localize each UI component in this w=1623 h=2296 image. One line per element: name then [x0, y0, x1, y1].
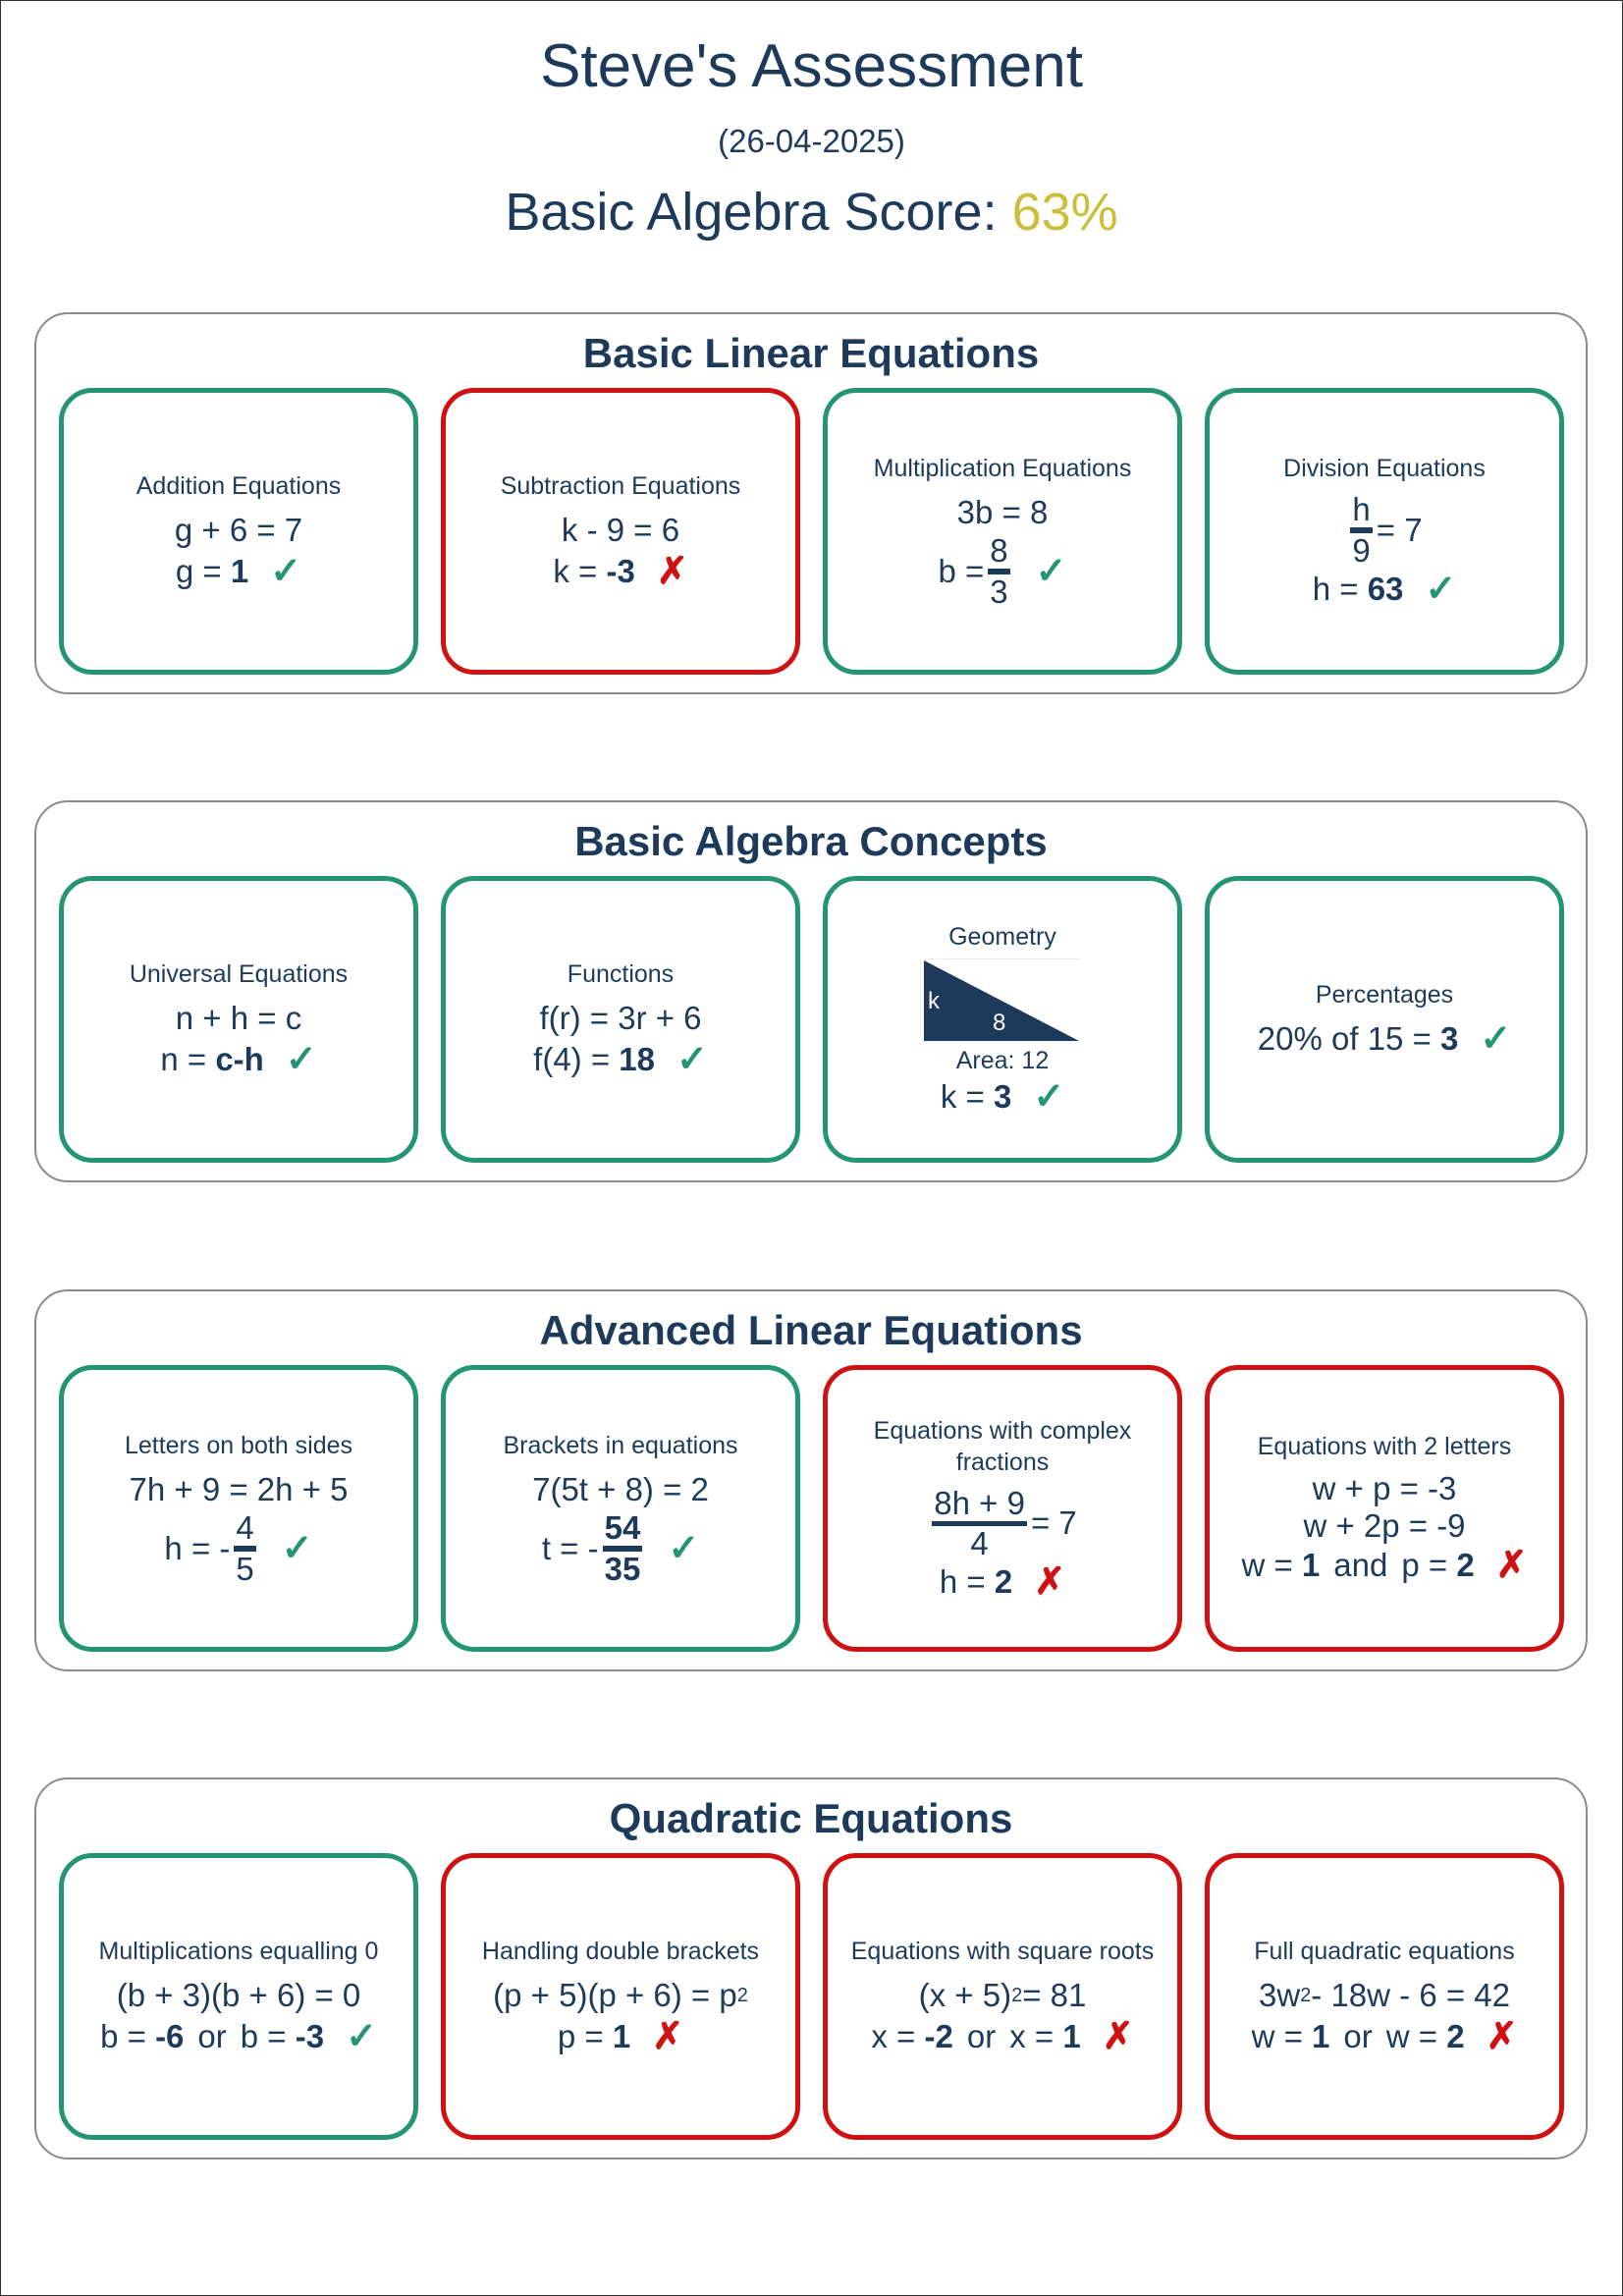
equation: 7h + 9 = 2h + 5	[129, 1471, 349, 1507]
fraction-numerator: 54	[604, 1509, 641, 1546]
answer-value: 1	[612, 2018, 631, 2054]
answer-line	[1313, 569, 1457, 610]
answer-prefix: 20% of 15 =	[1257, 1020, 1432, 1057]
question-label: Division Equations	[1283, 455, 1486, 482]
equation: (p + 5)(p + 6) = p 2	[493, 1975, 748, 2016]
answer-joiner: or	[966, 2018, 997, 2054]
answer-line	[1252, 2016, 1518, 2057]
answer-prefix: g =	[175, 553, 222, 589]
equation-part-b: = 81	[1022, 1977, 1087, 2013]
score-value: 63%	[1011, 183, 1118, 242]
equation-fraction	[932, 1486, 1027, 1561]
check-mark-icon: ✓	[285, 1039, 317, 1080]
answer-prefix: f(4) =	[533, 1041, 611, 1077]
question-label: Equations with square roots	[850, 1938, 1155, 1965]
answer-prefix: b =	[938, 553, 985, 589]
answer-prefix: h =	[939, 1562, 986, 1600]
question-label: Percentages	[1315, 981, 1454, 1009]
question-label: Addition Equations	[135, 472, 342, 500]
check-mark-icon: ✓	[1480, 1018, 1512, 1060]
fraction-denominator: 9	[1352, 532, 1371, 569]
fraction-numerator: h	[1352, 491, 1371, 527]
cross-mark-icon: ✗	[656, 551, 688, 592]
answer-prefix: w =	[1241, 1547, 1293, 1583]
equation: 7(5t + 8) = 2	[532, 1471, 709, 1507]
fraction-denominator: 35	[604, 1551, 641, 1587]
equation-fraction	[1350, 492, 1372, 569]
answer-2-value: 2	[1446, 2018, 1465, 2054]
answer-prefix: h =	[1312, 571, 1359, 607]
answer-prefix: b =	[100, 2018, 146, 2054]
check-mark-icon: ✓	[1035, 551, 1067, 592]
page-title: Steve's Assessment	[540, 32, 1083, 100]
cross-mark-icon: ✗	[1034, 1560, 1066, 1603]
answer-prefix: p =	[557, 2018, 604, 2054]
question-card-letters-on-both-sides	[59, 1365, 418, 1652]
question-label: Subtraction Equations	[500, 472, 741, 500]
equation-part-b: - 18w - 6 = 42	[1311, 1977, 1510, 2013]
score-label: Basic Algebra Score:	[505, 183, 1012, 242]
answer-2-value: -3	[295, 2018, 325, 2054]
question-card-brackets-in-equations	[441, 1365, 800, 1652]
answer-value: 63	[1367, 571, 1404, 607]
section-title: Basic Linear Equations	[582, 330, 1040, 376]
equation	[1346, 492, 1422, 569]
answer-prefix: w =	[1251, 2018, 1303, 2054]
answer-value: 1	[1301, 1547, 1321, 1583]
section-title: Advanced Linear Equations	[539, 1307, 1083, 1353]
question-label: Universal Equations	[129, 960, 349, 988]
answer-2-prefix: p =	[1401, 1547, 1448, 1583]
equation-part-a: (x + 5)	[918, 1977, 1012, 2013]
equation: f(r) = 3r + 6	[539, 1000, 702, 1036]
question-card-multiplications-equalling-0	[59, 1853, 418, 2140]
answer-prefix: h = -	[164, 1530, 231, 1566]
check-mark-icon: ✓	[281, 1528, 313, 1569]
equation-part-a: 3w	[1258, 1977, 1301, 2013]
answer-line	[553, 551, 687, 592]
answer-line	[939, 533, 1067, 610]
answer-2-value: 2	[1456, 1547, 1475, 1583]
cross-mark-icon: ✗	[652, 2016, 684, 2057]
fraction-numerator: 4	[236, 1509, 254, 1546]
question-label: Functions	[567, 960, 675, 988]
answer-line	[176, 551, 301, 592]
answer-prefix: x =	[871, 2018, 916, 2054]
equation-rest: = 7	[1030, 1504, 1077, 1541]
question-card-multiplication-equations	[823, 388, 1182, 675]
question-label: Letters on both sides	[124, 1432, 353, 1459]
triangle-side-8: 8	[993, 1010, 1006, 1036]
check-mark-icon: ✓	[270, 551, 302, 592]
equation: k - 9 = 6	[561, 512, 680, 548]
triangle-area: Area: 12	[955, 1047, 1050, 1074]
answer-value: 3	[993, 1078, 1012, 1115]
question-card-two-letters	[1205, 1365, 1564, 1652]
check-mark-icon: ✓	[676, 1039, 708, 1080]
answer-prefix: k =	[940, 1078, 985, 1115]
cross-mark-icon: ✗	[1102, 2016, 1134, 2057]
answer-line	[941, 1076, 1064, 1118]
equation: 3w 2 - 18w - 6 = 42	[1259, 1975, 1510, 2016]
question-label: Equations with complex fractions	[873, 1416, 1132, 1476]
question-card-complex-fractions	[823, 1365, 1182, 1652]
answer-value: -2	[924, 2018, 953, 2054]
answer-2-prefix: x =	[1009, 2018, 1055, 2054]
triangle-diagram	[924, 958, 1081, 1045]
check-mark-icon: ✓	[346, 2016, 377, 2057]
answer-value: c-h	[215, 1041, 264, 1077]
question-label: Full quadratic equations	[1254, 1938, 1515, 1965]
answer-prefix: k =	[553, 553, 598, 589]
answer-line	[533, 1039, 708, 1080]
equation: (x + 5) 2 = 81	[919, 1975, 1087, 2016]
question-card-addition-equations	[59, 388, 418, 675]
equation: n + h = c	[175, 1000, 302, 1036]
answer-joiner: or	[1343, 2018, 1373, 2054]
answer-line	[940, 1561, 1065, 1603]
answer-fraction	[234, 1510, 255, 1587]
fraction-numerator: 8h + 9	[934, 1484, 1025, 1521]
overall-score	[0, 178, 1623, 246]
fraction-numerator: 8	[990, 532, 1008, 569]
question-card-subtraction-equations	[441, 388, 800, 675]
answer-value: -6	[155, 2018, 185, 2054]
answer-value: 1	[230, 553, 249, 589]
answer-line	[542, 1510, 699, 1587]
answer-prefix: t = -	[541, 1530, 599, 1566]
question-label: Handling double brackets	[481, 1938, 760, 1965]
question-card-percentages	[1205, 876, 1564, 1163]
section-basic-algebra-concepts	[34, 800, 1588, 1182]
answer-prefix: n =	[160, 1041, 207, 1077]
answer-fraction	[988, 533, 1009, 610]
question-card-full-quadratic	[1205, 1853, 1564, 2140]
equation: g + 6 = 7	[174, 512, 303, 548]
question-card-universal-equations	[59, 876, 418, 1163]
section-advanced-linear-equations	[34, 1289, 1588, 1671]
answer-2-value: 1	[1062, 2018, 1081, 2054]
equation: 3b = 8	[956, 494, 1049, 530]
equation-2: w + 2p = -9	[1303, 1507, 1466, 1544]
question-card-functions	[441, 876, 800, 1163]
section-quadratic-equations	[34, 1777, 1588, 2159]
answer-value: 2	[994, 1562, 1013, 1600]
answer-value: 1	[1312, 2018, 1330, 2054]
answer-2-prefix: w =	[1385, 2018, 1438, 2054]
equation	[928, 1486, 1076, 1561]
answer-line	[160, 1039, 316, 1080]
question-card-division-equations	[1205, 388, 1564, 675]
section-title: Quadratic Equations	[609, 1795, 1013, 1841]
question-card-square-roots	[823, 1853, 1182, 2140]
cross-mark-icon: ✗	[1486, 2016, 1518, 2057]
fraction-denominator: 4	[970, 1524, 989, 1561]
fraction-denominator: 3	[990, 574, 1008, 610]
answer-line	[100, 2016, 377, 2057]
answer-value: 18	[619, 1041, 655, 1077]
equation: (b + 3)(b + 6) = 0	[116, 1977, 361, 2013]
check-mark-icon: ✓	[668, 1528, 700, 1569]
answer-fraction	[603, 1510, 643, 1587]
cross-mark-icon: ✗	[1495, 1545, 1528, 1586]
assessment-date: (26-04-2025)	[718, 123, 905, 159]
answer-value: 3	[1440, 1020, 1459, 1057]
answer-value: -3	[606, 553, 635, 589]
section-title: Basic Algebra Concepts	[574, 818, 1048, 864]
equation-main: (p + 5)(p + 6) = p	[493, 1977, 737, 2013]
section-basic-linear-equations	[34, 312, 1588, 694]
question-label: Geometry	[948, 923, 1056, 951]
answer-2-prefix: b =	[240, 2018, 287, 2054]
question-label: Multiplications equalling 0	[98, 1938, 379, 1965]
answer-line	[871, 2016, 1133, 2057]
answer-joiner: or	[197, 2018, 227, 2054]
check-mark-icon: ✓	[1425, 569, 1457, 610]
equation: w + p = -3	[1312, 1470, 1457, 1506]
answer-joiner: and	[1333, 1547, 1388, 1583]
answer-line	[1258, 1018, 1511, 1060]
triangle-side-k: k	[928, 988, 940, 1014]
question-card-double-brackets	[441, 1853, 800, 2140]
fraction-denominator: 5	[236, 1551, 254, 1587]
answer-line	[1241, 1545, 1527, 1586]
answer-line	[164, 1510, 312, 1587]
question-label: Multiplication Equations	[873, 455, 1132, 482]
equation-rest: = 7	[1376, 512, 1423, 548]
question-label: Equations with 2 letters	[1257, 1433, 1512, 1460]
question-label: Brackets in equations	[503, 1432, 738, 1459]
question-card-geometry	[823, 876, 1182, 1163]
answer-line	[558, 2016, 683, 2057]
check-mark-icon: ✓	[1033, 1076, 1065, 1118]
